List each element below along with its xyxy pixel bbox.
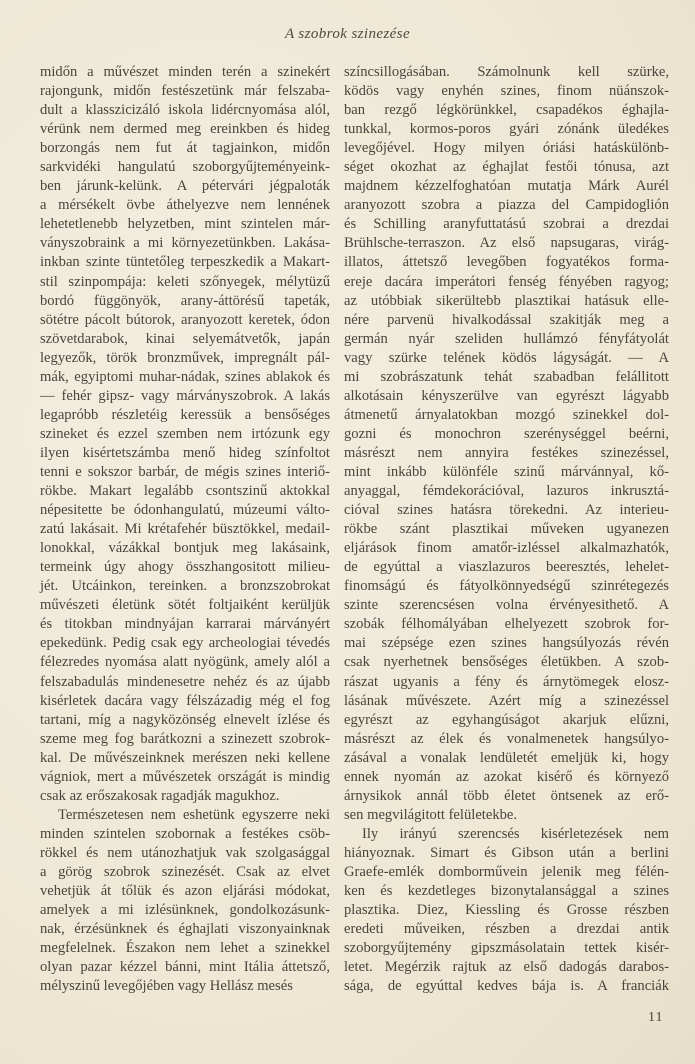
text-line: lonokkal, vázákkal bontjuk meg lakásaink, [40,540,330,557]
text-line: plasztika. Diez, Kiessling és Grosse részben [344,902,669,919]
text-line: és Schilling aranyfuttatású szobrai a drezdai [344,216,669,233]
text-line: nak, érzésünknek és éghajlati viszonyainknak [40,921,330,938]
text-line: bordó függönyök, arany-áttörésű tapeták, [40,292,330,309]
text-line: aranyozott szobra a piazza del Campidoglión [344,197,669,214]
text-line: epekedünk. Pedig csak egy archeologiai tévedés [40,635,330,652]
text-line: germán nyár szeliden hullámzó fényfátyolát [344,330,669,347]
text-line: művészeti életünk sötét foltjaiként kerüljük [40,597,330,614]
text-line: kal. De művészeinknek merészen neki kellene [40,749,330,766]
text-line: az utóbbiak sikerültebb plasztikai hatásuk elle- [344,292,669,309]
text-line: amelyek a mi izlésünknek, gondolkozásunk- [40,902,330,919]
text-line: megfelelnek. Északon nem lehet a szinekkel [40,940,330,957]
text-line: és titokban mindnyájan karrarai márványért [40,616,330,633]
text-line: majdnem kézzelfoghatóan mutatja Márk Aurél [344,178,669,195]
text-line: gozni és monochron szerénységgel beérni, [344,425,669,442]
text-line: árnysikok annál több életet öntsenek az erő- [344,787,669,804]
text-line: a görög szobrok szinezését. Csak az elvet [40,863,330,880]
text-line: inkban szinte tüntetőleg terpeszkedik a Makart- [40,254,330,271]
text-line: vágniok, mert a művészetek országát is mindig [40,768,330,785]
text-line: sága, de egyúttal kedves bája is. A franciák [344,978,669,995]
text-line: csak az erőszakosak ragadják magukhoz. [40,787,280,804]
text-line: sen megvilágitott felületekbe. [344,806,518,823]
text-line: borzongás nem fut át tagjainkon, midőn [40,140,330,157]
text-line: nére parvenü hivalkodással szakitják meg a [344,311,669,328]
text-line: szoborgyűjtemény gipszmásolatain tettek kisér- [344,940,669,957]
text-line: tunkkal, kormos-poros gyári zónánk üledékes [344,121,669,138]
text-line: ilyen kisértetszámba menő hideg színfoltot [40,444,330,461]
text-line: Brühlsche-terraszon. Az első napsugaras, virág- [344,235,669,252]
text-line: hiányoznak. Simart és Gibson után a berlini [344,844,669,861]
text-line: rökkel és nem utánozhatjuk vak szolgasággal [40,844,330,861]
text-line: félezredes nyomása alatt nyögünk, amely alól a [40,654,330,671]
text-line: Természetesen nem eshetünk egyszerre neki [58,806,330,823]
text-line: anyaggal, fémdekorációval, lazuros inkrusztá- [344,483,669,500]
text-line: rökbe szánt plasztikai műveken ugyanezen [344,521,669,538]
text-line: szövetdarabok, kinai selyemátvetők, japán [40,330,330,347]
text-line: zatú lakásait. Mi krétafehér büsztökkel, medail- [40,521,330,538]
text-line: mint inkább különféle szinű márvánnyal, kő- [344,463,669,480]
text-line: jét. Utcáinkon, tereinken. a bronzszobrokat [40,578,330,595]
text-line: lásának művészete. Azért míg a szinezéssel [344,692,669,709]
text-line: eredeti műveiken, részben a drezdai antik [344,921,669,938]
text-line: rajongunk, midőn festészetünk már felszaba- [40,83,330,100]
text-line: szobák félhomályában elhelyezett szobrok for- [344,616,669,633]
text-line: szeme meg fog barátkozni a szinezett szobrok- [40,730,330,747]
left-column [40,63,330,996]
text-line: legapróbb részletéig keressük a bensőséges [40,406,330,423]
text-line: finomságú és fátyolkönnyedségű szinrétegezés [344,578,669,595]
text-line: letet. Megérzik rajtuk az első dadogás darabos- [344,959,669,976]
text-line: minden szintelen szobornak a festékes csöb- [40,825,330,842]
text-line: Ily irányú szerencsés kisérletezések nem [362,825,669,842]
text-line: cióval szines hatásra törekedni. Az interieu- [344,502,669,519]
text-line: szinte szerencsésen volna érvényesithető. A [344,597,669,614]
text-line: ereje dacára imperátori fenség fényében ragyog; [344,273,669,290]
text-line: szineket és ezzel szemben nem irtózunk egy [40,425,330,442]
text-line: vérünk nem dermed meg ereinkben és hideg [40,121,330,138]
text-line: zásával a vonalak lendületét emeljük ki, hogy [344,749,669,766]
text-line: dult a klasszicizáló iskola lidércnyomása alól, [40,102,330,119]
text-line: kisérletek dacára vagy félszázadig még el fog [40,692,330,709]
text-line: de egyúttal a viaszlazuros beeresztés, lehelet- [344,559,669,576]
text-line: sötétre pácolt bútorok, aranyozott keretek, ódon [40,311,330,328]
text-line: egyrészt az egyhangúságot akarjuk elűzni, [344,711,669,728]
right-column [344,63,669,996]
text-line: lehetetlenebb helyzetben, mint szintelen már- [40,216,330,233]
text-line: stil szinpompája: keleti szőnyegek, mélytüzű [40,273,330,290]
text-line: séget okozhat az éghajlat festői tónusa, azt [344,159,669,176]
text-line: rökbe. Makart legalább csontszinű aktokkal [40,483,330,500]
text-line: mai szépsége ezen szines hangsúlyozás révén [344,635,669,652]
text-line: ennek nyomán az azokat kisérő és környező [344,768,669,785]
text-line: másrészt nem annyira festékes szinezéssel, [344,444,669,461]
text-line: olyan pazar kézzel bánni, mint Itália áttetsző, [40,959,330,976]
page-number: 11 [648,1010,664,1025]
text-line: csak nyerhetnek bensőséges életükben. A szob- [344,654,669,671]
text-line: eljárások finom amatőr-izléssel alkalmazhatók, [344,540,669,557]
text-line: színcsillogásában. Számolnunk kell szürke, [344,64,669,80]
text-line: ban rezgő légkörünkkel, csapadékos éghajla- [344,102,669,119]
text-line: midőn a művészet minden terén a szinekért [40,64,330,80]
text-line: felszabadulás mindenesetre nehéz és az újabb [40,673,330,690]
text-line: levegőjével. Hogy milyen óriási hatáskülönb- [344,140,669,157]
text-line: vagy szürke telének ködös lágyságát. — A [344,349,669,366]
text-line: legyezők, török bronzművek, impregnált pál- [40,349,330,366]
text-line: átmenetű árnyalatokban mozgó szinekkel dol- [344,406,669,423]
text-line: — fehér gipsz- vagy márványszobrok. A lakás [40,387,330,404]
text-line: termeink úgy ahogy összhangositott milieu- [40,559,330,576]
text-line: sarkvidéki hangulatú szoborgyűjteményeink- [40,159,330,176]
text-line: alkotásain kényszerülve van egyrészt lágyabb [344,387,669,404]
text-line: Graefe-emlék domborművein jelenik meg félén- [344,863,669,880]
text-line: tenni e sokszor barbár, de mégis szines interiő- [40,463,330,480]
text-line: rászat ugyanis a fény és árnytömegek elosz- [344,673,669,690]
text-line: mák, egyiptomi muhar-nádak, szines ablakok és [40,368,330,385]
text-line: másrészt az élek és vonalmenetek hangsúlyo- [344,730,669,747]
text-line: népesitette be ódonhangulatú, múzeumi válto- [40,502,330,519]
text-line: illatos, áttetsző levegőben fogyatékos forma- [344,254,669,271]
text-line: ködös vagy enyhén szines, finom nüánszok- [344,83,669,100]
running-head: A szobrok szinezése [284,26,411,42]
text-line: ken és kezdetleges bizonytalansággal a szines [344,883,669,900]
text-line: ben járunk-kelünk. A pétervári jégpaloták [40,178,330,195]
text-line: mi szobrászatunk tehát szabadban felállitott [344,368,669,385]
text-line: mélyszinű levegőjében vagy Hellász mesés [40,978,293,995]
text-line: tartani, míg a nagyközönség elnevelt ízlése és [40,711,330,728]
text-line: a mérsékelt övbe áthelyezve nem lennének [40,197,330,214]
text-line: vehetjük át tőlük és azon eljárási módokat, [40,883,330,900]
text-line: ványszobraink a mi környezetünkben. Lakása- [40,235,330,252]
